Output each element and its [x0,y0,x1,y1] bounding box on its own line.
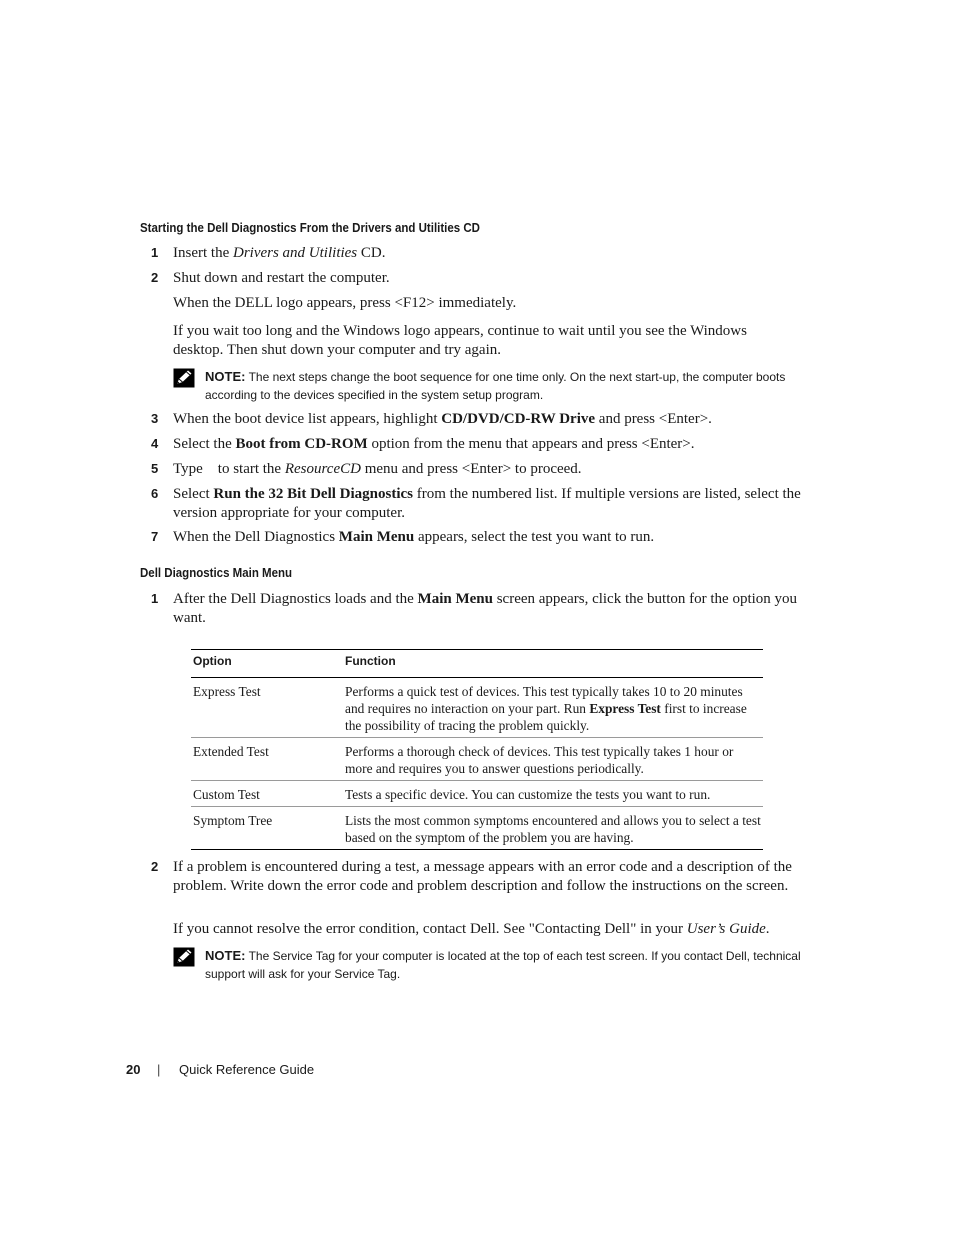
step-7-text: When the Dell Diagnostics Main Menu appears, select the test you want to run. [173,529,655,545]
table-header-row [191,650,763,678]
step-number: 7 [151,529,159,544]
main-menu-step-1-text: After the Dell Diagnostics loads and the Main Menu screen appears, click the button for the option you want. [173,591,798,626]
diagnostics-options-table [191,649,763,850]
step-6-text: Select Run the 32 Bit Dell Diagnostics from the numbered list. If multiple versions are listed, select the version appropriate for your computer. [173,486,801,521]
option-cell: Custom Test [191,781,343,807]
option-cell: Extended Test [191,738,343,781]
option-cell: Express Test [191,678,343,738]
table-row [191,807,763,850]
step-5-text: Type to start the ResourceCD menu and press <Enter> to proceed. [173,461,582,477]
step-4-text: Select the Boot from CD-ROM option from the menu that appears and press <Enter>. [173,436,695,452]
note-pencil-icon [173,947,195,967]
step-2-para-1: When the DELL logo appears, press <F12> immediately. [173,295,517,311]
note-pencil-icon [173,368,195,388]
step-number: 6 [151,486,159,501]
main-menu-step-2-text: If a problem is encountered during a test, a message appears with an error code and a description of the problem. Write down the error code and problem description and follow the instructions on the screen. [173,859,792,894]
section-heading-main-menu: Dell Diagnostics Main Menu [140,566,293,580]
table-header-option: Option [191,650,343,678]
step-number: 5 [151,461,159,476]
function-cell: Performs a quick test of devices. This test typically takes 10 to 20 minutes and requires no interaction on your part. Run Express Test first to increase the possibility of tracing the problem quickly. [343,678,763,738]
step-number: 3 [151,411,159,426]
footer-title: Quick Reference Guide [179,1062,315,1077]
function-cell: Lists the most common symptoms encountered and allows you to select a test based on the symptom of the problem you are having. [343,807,763,850]
step-2-text: Shut down and restart the computer. [173,270,390,286]
step-number: 2 [151,270,159,285]
step-3-text: When the boot device list appears, highlight CD/DVD/CD-RW Drive and press <Enter>. [173,411,712,427]
table-header-function: Function [343,650,763,678]
contact-dell-text: If you cannot resolve the error condition, contact Dell. See "Contacting Dell" in your User’s Guide. [173,921,770,937]
step-number: 2 [151,859,159,874]
function-cell: Performs a thorough check of devices. This test typically takes 1 hour or more and requires you to answer questions periodically. [343,738,763,781]
step-1-text: Insert the Drivers and Utilities CD. [173,245,386,261]
step-number: 1 [151,591,159,606]
note-service-tag: NOTE: The Service Tag for your computer is located at the top of each test screen. If you contact Dell, technical support will ask for your Service Tag. [205,948,801,981]
section-heading-diagnostics-cd: Starting the Dell Diagnostics From the Drivers and Utilities CD [140,221,480,235]
note-boot-sequence: NOTE: The next steps change the boot sequence for one time only. On the next start-up, the computer boots according to the devices specified in the system setup program. [205,369,786,402]
step-number: 4 [151,436,159,451]
table-row [191,781,763,807]
table-row [191,738,763,781]
option-cell: Symptom Tree [191,807,343,850]
table-row [191,678,763,738]
step-2-para-2: If you wait too long and the Windows logo appears, continue to wait until you see the Windows desktop. Then shut down your computer and try again. [173,323,747,358]
step-number: 1 [151,245,159,260]
page-number: 20 [126,1062,141,1077]
footer-separator: | [157,1062,161,1077]
function-cell: Tests a specific device. You can customize the tests you want to run. [343,781,763,807]
